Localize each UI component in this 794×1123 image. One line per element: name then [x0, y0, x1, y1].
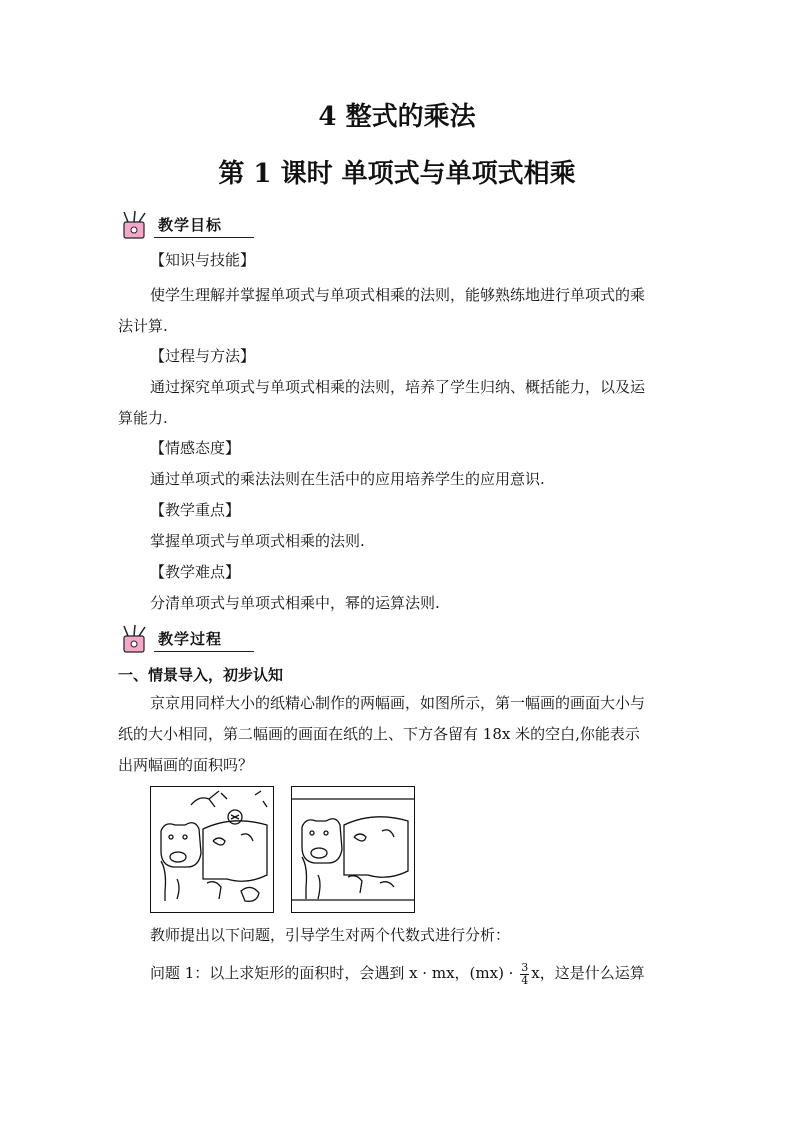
key-point-heading: 【教学重点】 [150, 501, 241, 519]
method-paragraph: 通过探究单项式与单项式相乘的法则，培养了学生归纳、概括能力，以及运 算能力. [118, 378, 646, 427]
knowledge-heading: 【知识与技能】 [150, 251, 256, 269]
method-heading: 【过程与方法】 [150, 347, 256, 365]
emotion-paragraph: 通过单项式的乘法法则在生活中的应用培养学生的应用意识. [150, 470, 545, 488]
section-header-goals [118, 210, 258, 240]
painting-image-full [150, 786, 274, 913]
section-underline [154, 237, 254, 238]
fraction: $\frac{3}{4}$ [521, 960, 529, 987]
section-header-process [118, 624, 258, 654]
painting-image-with-margins [291, 786, 415, 913]
question-1-paragraph: 问题 1：以上求矩形的面积时，会遇到 x · mx，(mx) · $\frac{3}{4}$ x，这是什么运算 [150, 960, 645, 987]
step-heading: 一、情景导入，初步认知 [118, 666, 284, 684]
knowledge-paragraph: 使学生理解并掌握单项式与单项式相乘的法则，能够熟练地进行单项式的乘 法计算. [118, 286, 646, 335]
story-paragraph: 京京用同样大小的纸精心制作的两幅画，如图所示，第一幅画的画面大小与 纸的大小相同，第二幅画的画面在纸的上、下方各留有 18x 米的空白,你能表示 出两幅画的面积吗？ [118, 694, 646, 774]
section-underline [154, 651, 254, 652]
pencil-cup-icon [118, 624, 156, 656]
page-title: 4 整式的乘法 [318, 102, 476, 132]
teacher-prompt-paragraph: 教师提出以下问题，引导学生对两个代数式进行分析： [150, 926, 511, 944]
section-title: 教学目标 [158, 216, 223, 234]
pencil-cup-icon [118, 210, 156, 242]
lesson-subtitle: 第 1 课时 单项式与单项式相乘 [218, 159, 576, 189]
difficulty-paragraph: 分清单项式与单项式相乘中，幂的运算法则. [150, 594, 440, 612]
difficulty-heading: 【教学难点】 [150, 563, 241, 581]
key-point-paragraph: 掌握单项式与单项式相乘的法则. [150, 532, 365, 550]
section-title: 教学过程 [158, 630, 223, 648]
emotion-heading: 【情感态度】 [150, 439, 241, 457]
